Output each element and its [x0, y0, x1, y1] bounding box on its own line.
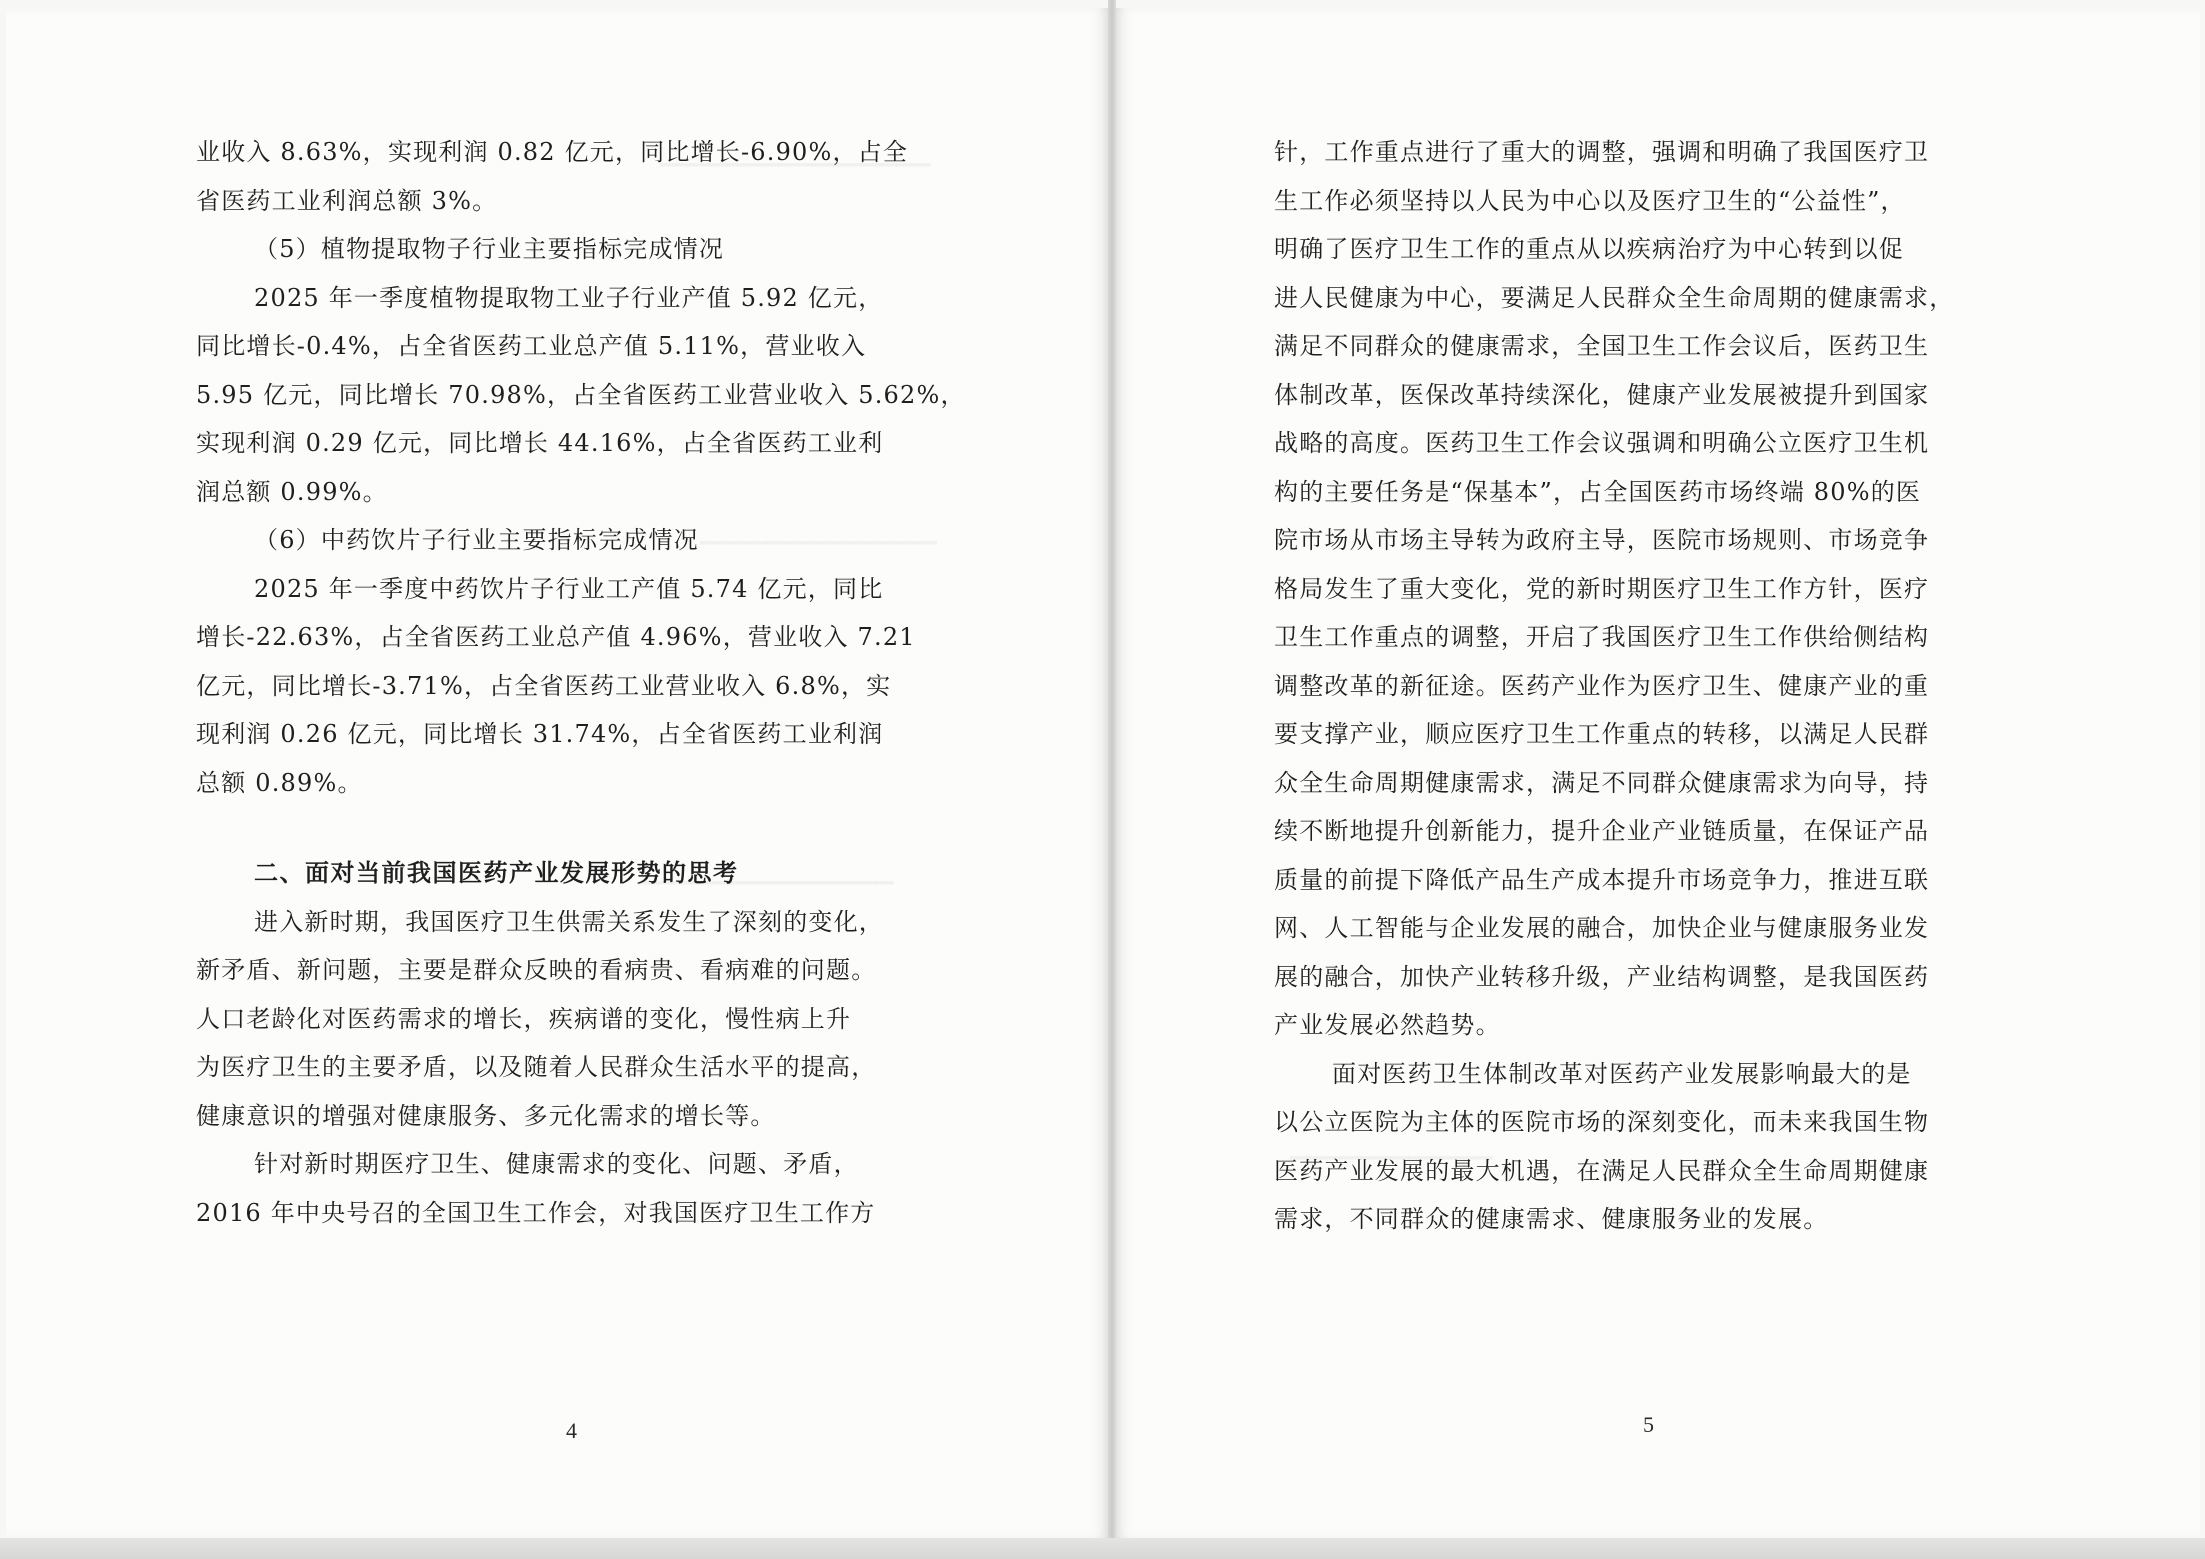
paragraph-line: 针，工作重点进行了重大的调整，强调和明确了我国医疗卫 [1274, 138, 1930, 166]
paragraph-line: 2016 年中央号召的全国卫生工作会，对我国医疗卫生工作方 [196, 1198, 876, 1227]
paragraph-line: 2025 年一季度中药饮片子行业工产值 5.74 亿元，同比 [254, 574, 884, 603]
paragraph-line: 院市场从市场主导转为政府主导，医院市场规则、市场竞争 [1274, 526, 1930, 554]
paragraph-line: 人口老龄化对医药需求的增长，疾病谱的变化，慢性病上升 [196, 1004, 852, 1033]
paragraph-line: 构的主要任务是“保基本”，占全国医药市场终端 80%的医 [1274, 477, 1922, 506]
paragraph-line: 润总额 0.99%。 [196, 477, 388, 506]
paragraph-line: 2025 年一季度植物提取物工业子行业产值 5.92 亿元， [254, 283, 884, 312]
page-number: 5 [1643, 1412, 1654, 1437]
paragraph-line: 满足不同群众的健康需求，全国卫生工作会议后，医药卫生 [1274, 332, 1930, 360]
paragraph-line: 续不断地提升创新能力，提升企业产业链质量，在保证产品 [1274, 817, 1930, 845]
left-page-body [196, 128, 966, 1237]
paragraph-line: 体制改革，医保改革持续深化，健康产业发展被提升到国家 [1274, 380, 1930, 409]
paragraph-line: 面对医药卫生体制改革对医药产业发展影响最大的是 [1332, 1059, 1912, 1088]
paragraph-line: 展的融合，加快产业转移升级，产业结构调整，是我国医药 [1274, 962, 1930, 991]
scan-bottom-edge [0, 1538, 2205, 1559]
paragraph-line: 调整改革的新征途。医药产业作为医疗卫生、健康产业的重 [1274, 671, 1930, 700]
paragraph-line: 要支撑产业，顺应医疗卫生工作重点的转移，以满足人民群 [1274, 720, 1930, 748]
paragraph-line: 生工作必须坚持以人民为中心以及医疗卫生的“公益性”， [1274, 186, 1906, 215]
paragraph-line: 医药产业发展的最大机遇，在满足人民群众全生命周期健康 [1274, 1156, 1930, 1185]
book-gutter [1108, 0, 1116, 1559]
paragraph-line: 以公立医院为主体的医院市场的深刻变化，而未来我国生物 [1274, 1108, 1930, 1136]
paragraph-line: 战略的高度。医药卫生工作会议强调和明确公立医疗卫生机 [1274, 429, 1930, 457]
paragraph-line: 质量的前提下降低产品生产成本提升市场竞争力，推进互联 [1274, 865, 1930, 894]
paragraph-line: 众全生命周期健康需求，满足不同群众健康需求为向导，持 [1274, 768, 1930, 797]
paragraph-line: 增长-22.63%，占全省医药工业总产值 4.96%，营业收入 7.21 [196, 623, 916, 651]
paragraph-line: 同比增长-0.4%，占全省医药工业总产值 5.11%，营业收入 [196, 332, 867, 360]
subsection-heading: （5）植物提取物子行业主要指标完成情况 [254, 235, 725, 263]
paragraph-line: 进人民健康为中心，要满足人民群众全生命周期的健康需求， [1274, 283, 1955, 312]
paragraph-line: 亿元，同比增长-3.71%，占全省医药工业营业收入 6.8%，实 [196, 671, 892, 700]
paragraph-line: 省医药工业利润总额 3%。 [196, 186, 498, 215]
right-page-body [1274, 128, 2034, 1244]
paragraph-line: 网、人工智能与企业发展的融合，加快企业与健康服务业发 [1274, 914, 1930, 942]
page-number: 4 [566, 1418, 577, 1443]
paragraph-line: 格局发生了重大变化，党的新时期医疗卫生工作方针，医疗 [1274, 574, 1930, 603]
paragraph-line: 总额 0.89%。 [196, 768, 363, 797]
paragraph-line: 卫生工作重点的调整，开启了我国医疗卫生工作供给侧结构 [1274, 623, 1930, 651]
paragraph-line: 新矛盾、新问题，主要是群众反映的看病贵、看病难的问题。 [196, 956, 877, 984]
paragraph-line: 为医疗卫生的主要矛盾，以及随着人民群众生活水平的提高， [196, 1053, 877, 1081]
subsection-heading: （6）中药饮片子行业主要指标完成情况 [254, 526, 699, 554]
paragraph-line: 实现利润 0.29 亿元，同比增长 44.16%，占全省医药工业利 [196, 429, 884, 457]
paragraph-line: 产业发展必然趋势。 [1274, 1011, 1501, 1039]
paragraph-line: 现利润 0.26 亿元，同比增长 31.74%，占全省医药工业利润 [196, 720, 884, 748]
paragraph-line: 健康意识的增强对健康服务、多元化需求的增长等。 [196, 1101, 776, 1130]
paragraph-line: 针对新时期医疗卫生、健康需求的变化、问题、矛盾， [254, 1150, 859, 1178]
section-heading: 二、面对当前我国医药产业发展形势的思考 [254, 859, 739, 887]
paragraph-line: 进入新时期，我国医疗卫生供需关系发生了深刻的变化， [254, 907, 884, 936]
paragraph-line: 5.95 亿元，同比增长 70.98%，占全省医药工业营业收入 5.62%， [196, 380, 966, 409]
paragraph-line: 明确了医疗卫生工作的重点从以疾病治疗为中心转到以促 [1274, 235, 1904, 263]
paragraph-line: 业收入 8.63%，实现利润 0.82 亿元，同比增长-6.90%，占全 [196, 138, 909, 166]
paragraph-line: 需求，不同群众的健康需求、健康服务业的发展。 [1274, 1205, 1829, 1233]
